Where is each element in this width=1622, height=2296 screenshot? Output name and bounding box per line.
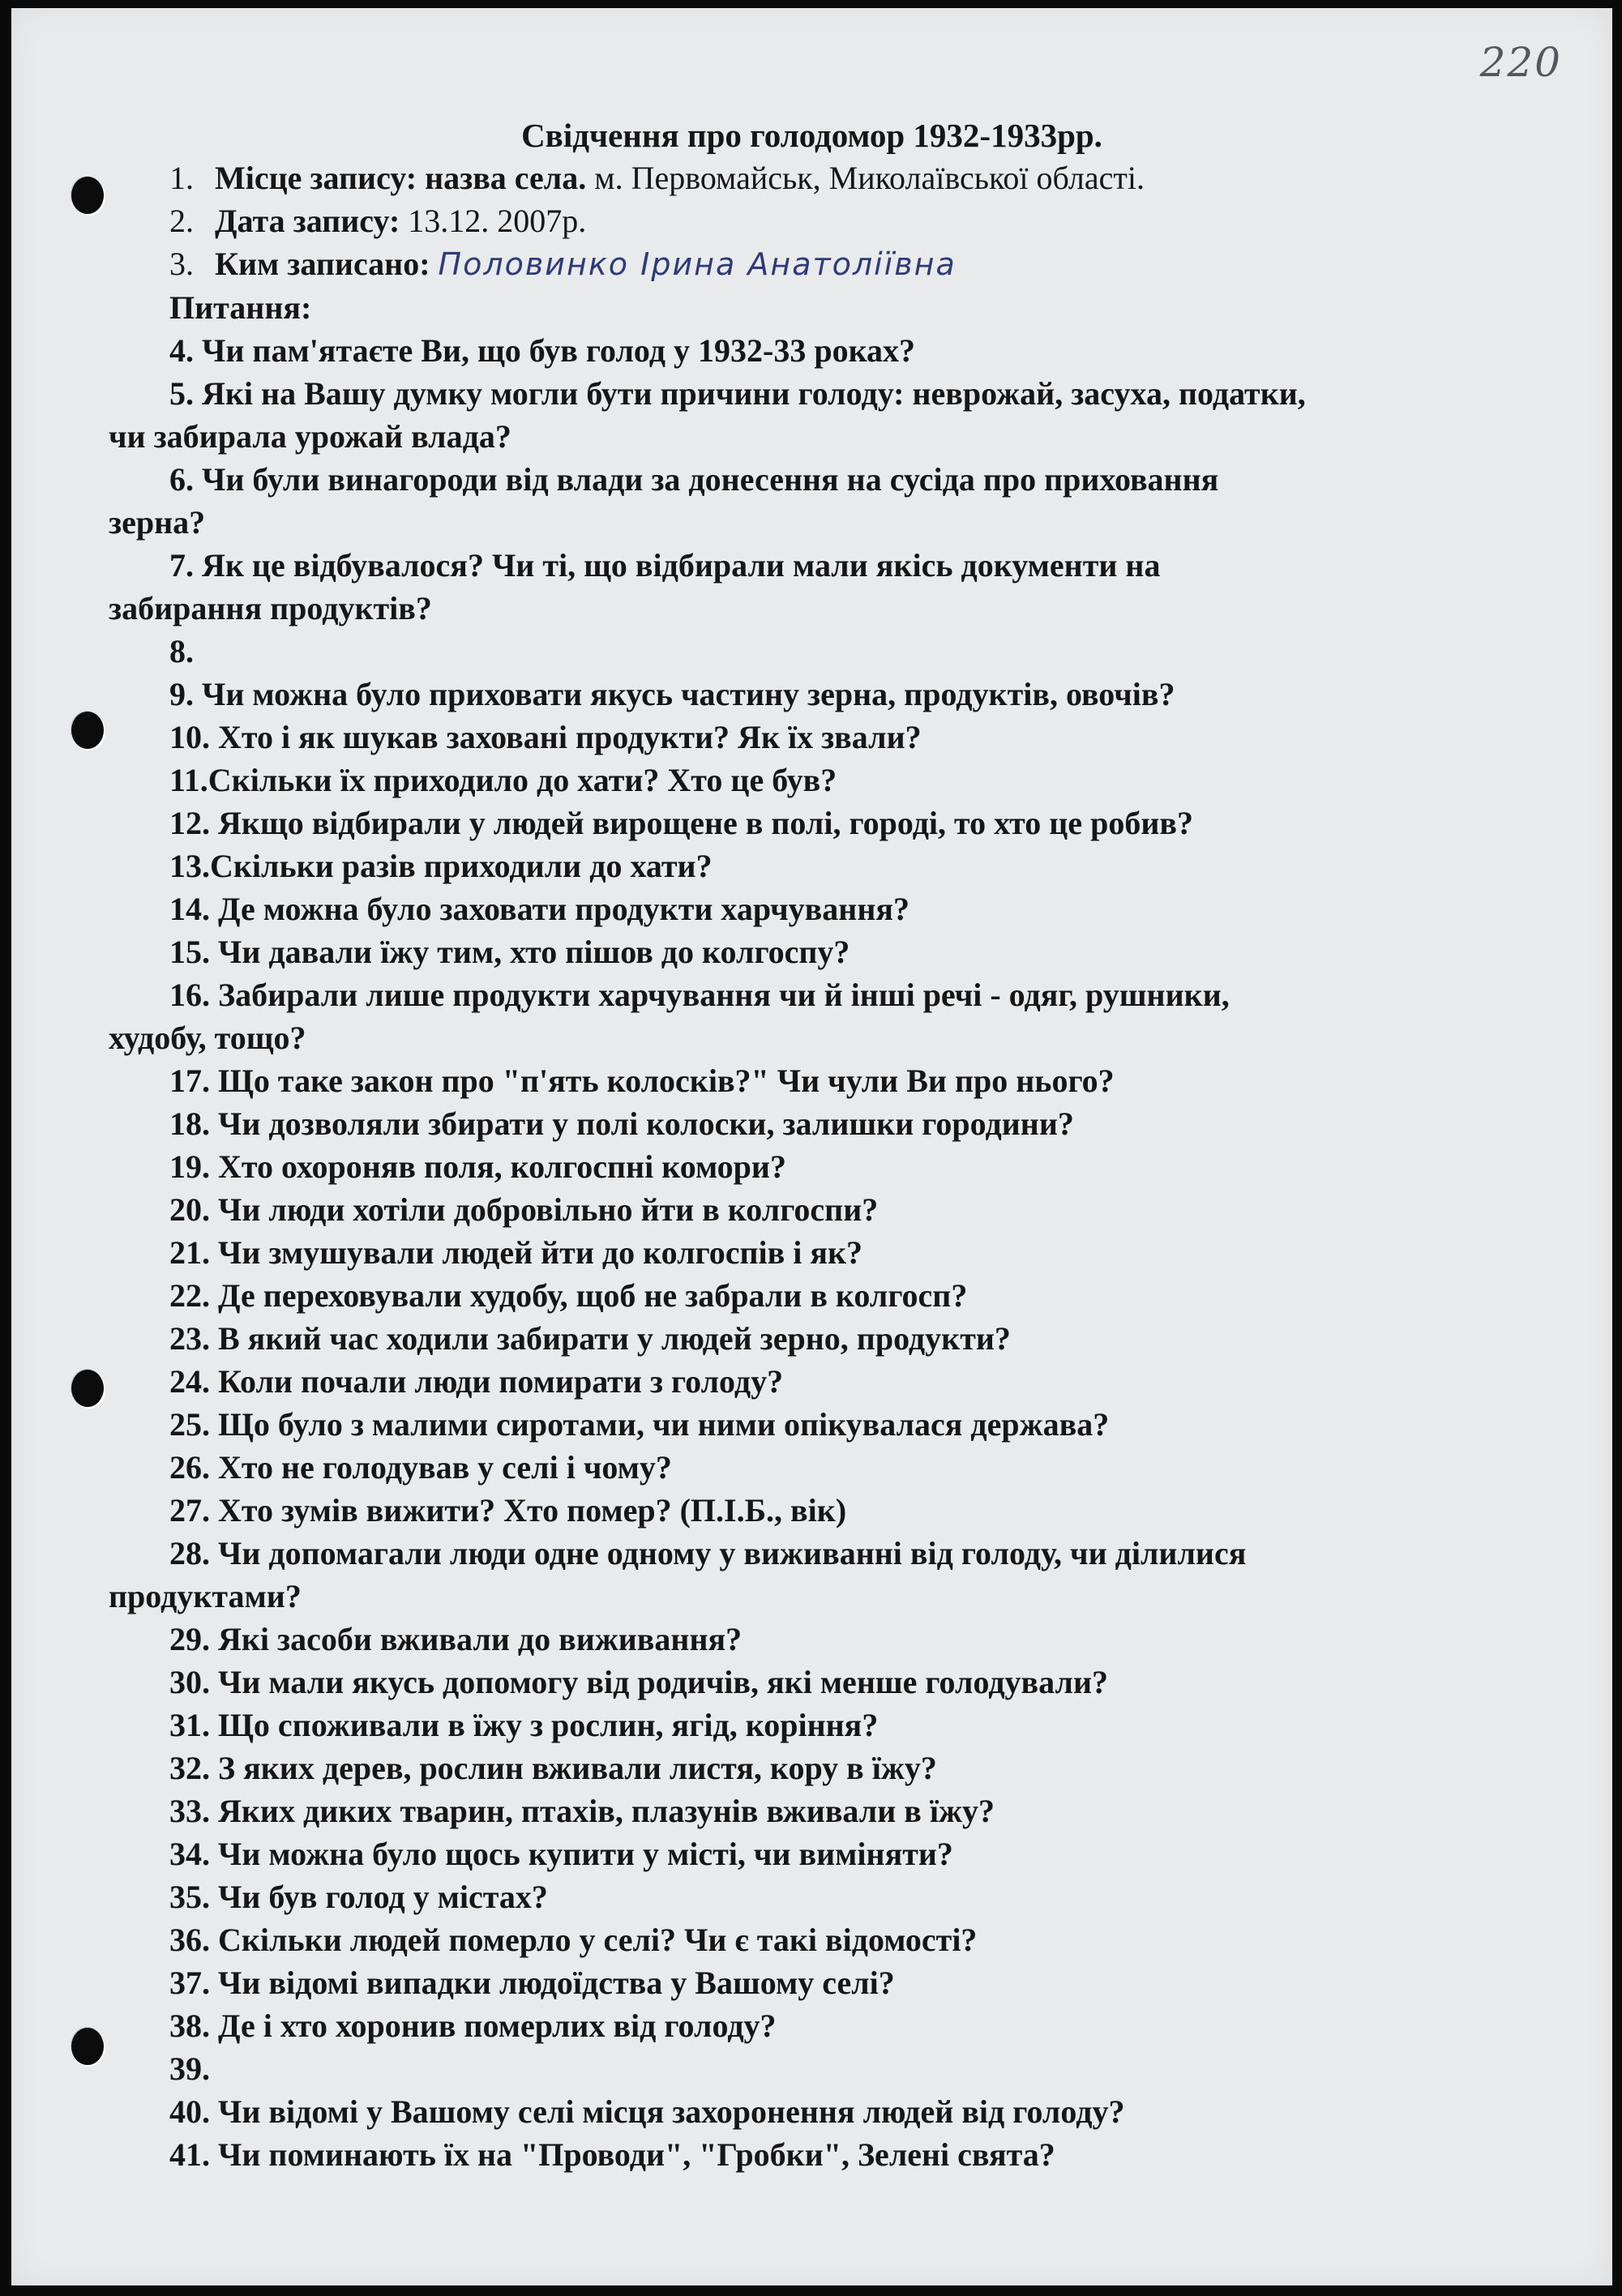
question-text: Чи мали якусь допомогу від родичів, які менше голодували?	[218, 1664, 1108, 1700]
question-item	[109, 1789, 1519, 1832]
question-line	[109, 1747, 1519, 1789]
question-number: 33.	[169, 1793, 210, 1829]
meta-value: 13.12. 2007р.	[400, 203, 587, 239]
question-item	[109, 930, 1519, 973]
question-text: Якщо відбирали у людей вирощене в полі, городі, то хто це робив?	[218, 805, 1193, 841]
question-text: Які засоби вживали до виживання?	[218, 1621, 743, 1657]
question-text: Чи давали їжу тим, хто пішов до колгоспу?	[218, 934, 850, 970]
question-number: 18.	[169, 1105, 210, 1142]
question-text: Хто зумів вижити? Хто помер? (П.І.Б., вік)	[218, 1492, 847, 1529]
question-number: 35.	[169, 1879, 210, 1915]
question-line	[109, 329, 1519, 372]
question-item	[109, 1832, 1519, 1875]
question-text: З яких дерев, рослин вживали листя, кору в їжу?	[218, 1750, 937, 1786]
question-number: 14.	[169, 891, 210, 927]
question-number: 4.	[169, 332, 194, 369]
document-page	[11, 8, 1612, 2285]
question-item	[109, 1747, 1519, 1789]
question-line	[109, 673, 1519, 716]
question-item	[109, 1961, 1519, 2004]
question-item	[109, 2133, 1519, 2176]
meta-date	[109, 199, 1519, 242]
question-number: 15.	[169, 934, 210, 970]
question-text: Скільки людей померло у селі? Чи є такі відомості?	[218, 1922, 978, 1958]
question-item	[109, 1403, 1519, 1446]
question-text: Що таке закон про "п'ять колосків?" Чи чули Ви про нього?	[218, 1062, 1115, 1099]
question-line	[109, 1961, 1519, 2004]
meta-place	[109, 156, 1519, 199]
question-line	[109, 1403, 1519, 1446]
question-line	[109, 630, 1519, 673]
question-number: 19.	[169, 1148, 210, 1185]
question-item	[109, 1274, 1519, 1317]
punch-hole	[71, 2028, 104, 2065]
question-item	[109, 1360, 1519, 1403]
question-item	[109, 759, 1519, 802]
meta-label: Ким записано:	[215, 246, 430, 282]
question-line	[109, 1145, 1519, 1188]
question-continuation: забирання продуктів?	[109, 590, 432, 626]
question-number: 22.	[169, 1277, 210, 1314]
question-text: Як це відбувалося? Чи ті, що відбирали мали якісь документи на	[202, 547, 1161, 584]
meta-number: 2.	[169, 203, 194, 239]
question-number: 12.	[169, 805, 210, 841]
question-item	[109, 1875, 1519, 1918]
question-item	[109, 1618, 1519, 1661]
question-item	[109, 1532, 1519, 1618]
meta-label: Місце запису: назва села.	[215, 160, 587, 196]
question-line	[109, 2090, 1519, 2133]
question-number: 9.	[169, 676, 194, 712]
question-number: 5.	[169, 375, 194, 412]
question-item	[109, 1059, 1519, 1102]
question-number: 28.	[169, 1535, 210, 1571]
question-item	[109, 329, 1519, 372]
page-number: 220	[1479, 39, 1562, 86]
meta-value: м. Первомайськ, Миколаївської області.	[586, 160, 1145, 196]
question-text: Де переховували худобу, щоб не забрали в колгосп?	[218, 1277, 968, 1314]
question-item	[109, 973, 1519, 1059]
question-item	[109, 844, 1519, 887]
punch-hole	[71, 1370, 104, 1407]
question-item	[109, 1145, 1519, 1188]
question-number: 11.	[169, 762, 208, 798]
question-text: Чи були винагороди від влади за донесення на сусіда про приховання	[202, 461, 1219, 498]
handwritten-recorder-name: Половинко Ірина Анатоліївна	[438, 246, 957, 282]
question-text: Чи допомагали люди одне одному у виживанні від голоду, чи ділилися	[218, 1535, 1247, 1571]
question-number: 16.	[169, 977, 210, 1013]
question-text: Що було з малими сиротами, чи ними опікувалася держава?	[218, 1406, 1110, 1443]
question-number: 7.	[169, 547, 194, 584]
question-item	[109, 1704, 1519, 1747]
question-continuation: худобу, тощо?	[109, 1020, 306, 1056]
question-text: Хто не голодував у селі і чому?	[218, 1449, 672, 1486]
question-line	[109, 1618, 1519, 1661]
question-item	[109, 802, 1519, 844]
question-line	[109, 1875, 1519, 1918]
question-item	[109, 544, 1519, 630]
question-item	[109, 1489, 1519, 1532]
question-text: Чи поминають їх на "Проводи", "Гробки", Зелені свята?	[218, 2136, 1055, 2173]
question-item	[109, 887, 1519, 930]
question-line	[109, 1274, 1519, 1317]
question-item	[109, 372, 1519, 458]
question-number: 38.	[169, 2007, 210, 2044]
punch-hole	[71, 712, 104, 749]
question-text: Чи можна було щось купити у місті, чи виміняти?	[218, 1836, 953, 1872]
question-number: 26.	[169, 1449, 210, 1486]
question-line	[109, 2133, 1519, 2176]
question-line	[109, 1704, 1519, 1747]
question-number: 27.	[169, 1492, 210, 1529]
question-number: 29.	[169, 1621, 210, 1657]
question-item	[109, 2090, 1519, 2133]
question-line	[109, 1188, 1519, 1231]
question-line	[109, 2047, 1519, 2090]
question-number: 25.	[169, 1406, 210, 1443]
question-line	[109, 930, 1519, 973]
question-line	[109, 372, 1519, 415]
question-text: Які на Вашу думку могли бути причини голоду: неврожай, засуха, податки,	[202, 375, 1306, 412]
question-item	[109, 716, 1519, 759]
question-item	[109, 458, 1519, 544]
question-line	[109, 973, 1519, 1016]
question-item	[109, 1102, 1519, 1145]
question-text: Чи люди хотіли добровільно йти в колгоспи?	[218, 1191, 879, 1228]
question-line	[109, 544, 1519, 587]
question-text: Скільки разів приходили до хати?	[210, 848, 713, 884]
question-number: 40.	[169, 2093, 210, 2130]
question-line	[109, 1231, 1519, 1274]
question-number: 20.	[169, 1191, 210, 1228]
question-text: Коли почали люди помирати з голоду?	[218, 1363, 784, 1400]
question-item	[109, 1317, 1519, 1360]
question-text: Хто охороняв поля, колгоспні комори?	[218, 1148, 786, 1185]
meta-number: 3.	[169, 246, 194, 282]
question-item	[109, 1918, 1519, 1961]
question-item	[109, 673, 1519, 716]
question-line	[109, 1789, 1519, 1832]
question-text: Хто і як шукав заховані продукти? Як їх звали?	[218, 719, 922, 755]
question-text: Чи дозволяли збирати у полі колоски, залишки городини?	[218, 1105, 1074, 1142]
question-line	[109, 1059, 1519, 1102]
question-text: Чи пам'ятаєте Ви, що був голод у 1932-33 роках?	[202, 332, 916, 369]
question-number: 24.	[169, 1363, 210, 1400]
question-line	[109, 1661, 1519, 1704]
question-text: Де і хто хоронив померлих від голоду?	[218, 2007, 777, 2044]
question-number: 23.	[169, 1320, 210, 1357]
question-item	[109, 2004, 1519, 2047]
question-line	[109, 1532, 1519, 1575]
question-line	[109, 1446, 1519, 1489]
question-number: 31.	[169, 1707, 210, 1743]
question-line	[109, 1102, 1519, 1145]
question-text: Чи відомі у Вашому селі місця захоронення людей від голоду?	[218, 2093, 1125, 2130]
question-text: В який час ходили забирати у людей зерно, продукти?	[218, 1320, 1011, 1357]
question-text: Чи змушували людей йти до колгоспів і як?	[218, 1234, 863, 1271]
question-number: 32.	[169, 1750, 210, 1786]
question-line	[109, 1317, 1519, 1360]
question-number: 36.	[169, 1922, 210, 1958]
question-item	[109, 1231, 1519, 1274]
question-item	[109, 1188, 1519, 1231]
question-item	[109, 2047, 1519, 2090]
question-number: 41.	[169, 2136, 210, 2173]
punch-hole	[71, 177, 104, 214]
question-number: 6.	[169, 461, 194, 498]
meta-number: 1.	[169, 160, 194, 196]
question-text: Чи можна було приховати якусь частину зерна, продуктів, овочів?	[202, 676, 1175, 712]
question-number: 39.	[169, 2050, 210, 2087]
question-item	[109, 1661, 1519, 1704]
questions-heading: Питання:	[169, 289, 312, 326]
question-line	[109, 1832, 1519, 1875]
question-line	[109, 759, 1519, 802]
question-line	[109, 1918, 1519, 1961]
document-title: Свідчення про голодомор 1932-1933рр.	[521, 117, 1102, 154]
question-line	[109, 2004, 1519, 2047]
question-text: Забирали лише продукти харчування чи й інші речі - одяг, рушники,	[218, 977, 1230, 1013]
questions-list	[109, 329, 1519, 2176]
question-number: 13.	[169, 848, 210, 884]
question-item	[109, 1446, 1519, 1489]
question-number: 21.	[169, 1234, 210, 1271]
question-continuation: чи забирала урожай влада?	[109, 418, 511, 455]
question-number: 37.	[169, 1965, 210, 2001]
question-line	[109, 1489, 1519, 1532]
question-text: Яких диких тварин, птахів, плазунів вживали в їжу?	[218, 1793, 995, 1829]
question-item	[109, 630, 1519, 673]
question-continuation: зерна?	[109, 504, 206, 541]
question-number: 8.	[169, 633, 194, 669]
question-line	[109, 802, 1519, 844]
question-line	[109, 458, 1519, 501]
question-continuation: продуктами?	[109, 1578, 302, 1614]
meta-label: Дата запису:	[215, 203, 400, 239]
question-text: Чи відомі випадки людоїдства у Вашому селі?	[218, 1965, 895, 2001]
question-line	[109, 844, 1519, 887]
question-number: 30.	[169, 1664, 210, 1700]
question-line	[109, 1360, 1519, 1403]
question-number: 17.	[169, 1062, 210, 1099]
question-text: Де можна було заховати продукти харчування?	[218, 891, 910, 927]
meta-recorder	[109, 242, 1519, 286]
question-number: 10.	[169, 719, 210, 755]
question-text: Скільки їх приходило до хати? Хто це був?	[208, 762, 837, 798]
question-text: Чи був голод у містах?	[218, 1879, 548, 1915]
document-body	[109, 156, 1519, 2176]
question-text: Що споживали в їжу з рослин, ягід, коріння?	[218, 1707, 879, 1743]
question-number: 34.	[169, 1836, 210, 1872]
question-line	[109, 716, 1519, 759]
question-line	[109, 887, 1519, 930]
